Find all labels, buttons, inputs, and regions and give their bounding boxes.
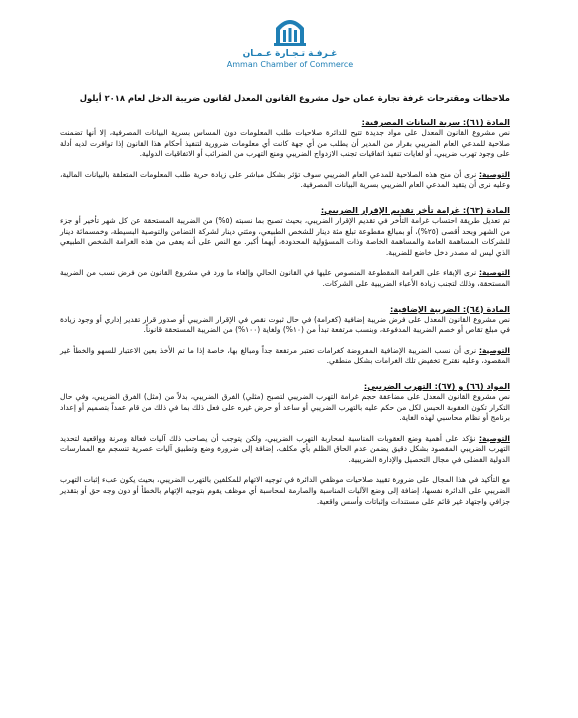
- recommendation-text: نرى الإبقاء على الغرامة المقطوعة المنصوص عليها في القانون الحالي وإلغاء ما ورد في مشروع القانون من فرض نسب من الضريبة المستحقة، وذلك لتجنب زيادة الأعباء الضريبية على الشركات.: [60, 268, 510, 288]
- recommendation-text: نرى أن منح هذه الصلاحية للمدعي العام الضريبي سوف تؤثر بشكل مباشر على زيادة حرية طلب المعلومات المتعلقة بالبيانات المالية، وعليه نرى أن يتقيد المدعي العام الضريبي بسرية البيانات المصرفية.: [60, 169, 510, 190]
- document-body: [60, 117, 510, 507]
- chamber-emblem-icon: [270, 14, 310, 48]
- section-body: نص مشروع القانون المعدل على فرض ضريبة إضافية (كغرامة) في حال ثبوت نقص في الإقرار الضريبي أو صدور قرار تقدير إداري أو وجود زيادة في مبلغ تقاص أو خصم الضريبة المدفوعة، وبنسب مرتفعة تبدأ من (١٠%) ولغاية (١٠٠%) من الضريبة المستحقة قانوناً.: [60, 314, 510, 335]
- section-heading: المواد (٦٦) و (٦٧): التهرب الضريبي:: [363, 380, 510, 391]
- logo-arabic-name: غـرفـة تـجـارة عـمـان: [242, 49, 338, 59]
- section-body: نص مشروع القانون المعدل على مضاعفة حجم غرامة التهرب الضريبي لتصبح (مثلي) الفرق الضريبي، بدلاً من (مثل) الفرق الضريبي، وفي حال التكرار تكون العقوبة الحبس لكل من حكم عليه بالتهرب الضريبي أو ساعد أو حرض غيره على فعل ذلك بما في ذلك من قام عمداً بتصميم أو إعداد برنامج أو نظام محاسبي لهذه الغاية.: [60, 391, 510, 423]
- recommendation-label: التوصية:: [479, 268, 511, 278]
- recommendation: [60, 170, 510, 191]
- recommendation-label: التوصية:: [478, 433, 510, 443]
- section-heading: المادة (٦٣): غرامة تأخر تقديم الإقرار الضريبي:: [320, 204, 510, 215]
- recommendation-label: التوصية:: [478, 169, 510, 179]
- section-heading: المادة (٦١): سرية البيانات المصرفية:: [361, 117, 510, 127]
- recommendation: [60, 434, 510, 466]
- chamber-logo: [222, 14, 358, 78]
- recommendation-text: نؤكد على أهمية وضع العقوبات المناسبة لمحاربة التهرب الضريبي، ولكن يتوجب أن يصاحب ذلك آليات فعالة ومرنة وواقعية لتحديد التهرب الضريبي المقصود بشكل دقيق يضمن عدم الحاق الظلم بأي مكلف، إضافة إلى ضرورة وضع وتطبيق آليات عصرية تنسجم مع الممارسات الدولية الفضلى في مجال التحصيل والإدارة الضريبية.: [60, 433, 510, 464]
- section-body: تم تعديل طريقة احتساب غرامة التأخر في تقديم الإقرار الضريبي، بحيث تصبح بما نسبته (٥%) من الضريبة المستحقة عن كل شهر تأخير أو جزء من الشهر وبحد أقصى (٢٥%)، أو بمبالغ مقطوعة تبلغ مئة دينار للشخص الطبيعي، ومئتي دينار لشركة التضامن والتوصية البسيطة، وخمسمائة دينار للشركات المساهمة العامة والمساهمة الخاصة وذات المسؤولية المحدودة، أيهما أكبر. مع النص على أنه يعفى من هذه الغرامة الشخص الطبيعي الذي ليس له مصدر دخل خاضع للضريبة.: [60, 215, 510, 257]
- recommendation: [60, 346, 510, 367]
- recommendation-text: نرى أن نسب الضريبة الإضافية المفروضة كغرامات تعتبر مرتفعة جداً ومبالغ بها، خاصة إذا ما تم الأخذ بعين الاعتبار للسهو والخطأ غير المقصود، وعليه نقترح تخفيض تلك الغرامات بشكل منطقي.: [60, 345, 510, 366]
- recommendation-label: التوصية:: [478, 345, 510, 355]
- section-body: نص مشروع القانون المعدل على مواد جديدة تتيح للدائرة صلاحيات طلب المعلومات دون المساس بسرية البيانات المصرفية، إلا أنها تضمنت صلاحية للمدعي العام الضريبي بقرار من المدير أن يطلب من أي جهة كانت أي معلومات ضرورية لتنفيذ أحكام هذا القانون إذا توافرت لديه أدلة على وجود تهرب ضريبي، أو لغايات تنفيذ اتفاقيات تجنب الازدواج الضريبي ومنع التهرب من الضرائب أو الاتفاقيات الدولية.: [60, 128, 510, 159]
- section-heading: المادة (٦٤): الضريبة الإضافية:: [389, 303, 510, 314]
- additional-note: مع التأكيد في هذا المجال على ضرورة تقييد صلاحيات موظفي الدائرة في توجيه الاتهام للمكلفين بالتهرب الضريبي، بحيث يكون عبء إثبات التهرب الضريبي على الدائرة نفسها، إضافة إلى وضع الآليات المناسبة والصارمة لمحاسبة أي موظف يقوم بتوجيه الإتهام بالخطأ أو دون وجه حق أو بتقدير جزافي واجتهاد غير قائم على مستندات وإثباتات وأسس واقعية.: [60, 475, 510, 506]
- logo-english-name: Amman Chamber of Commerce: [226, 60, 354, 69]
- recommendation: [60, 268, 510, 289]
- document-title: ملاحظات ومقترحات غرفة تجارة عمان حول مشروع القانون المعدل لقانون ضريبة الدخل لعام ٢٠١٨ أيلول: [79, 93, 510, 103]
